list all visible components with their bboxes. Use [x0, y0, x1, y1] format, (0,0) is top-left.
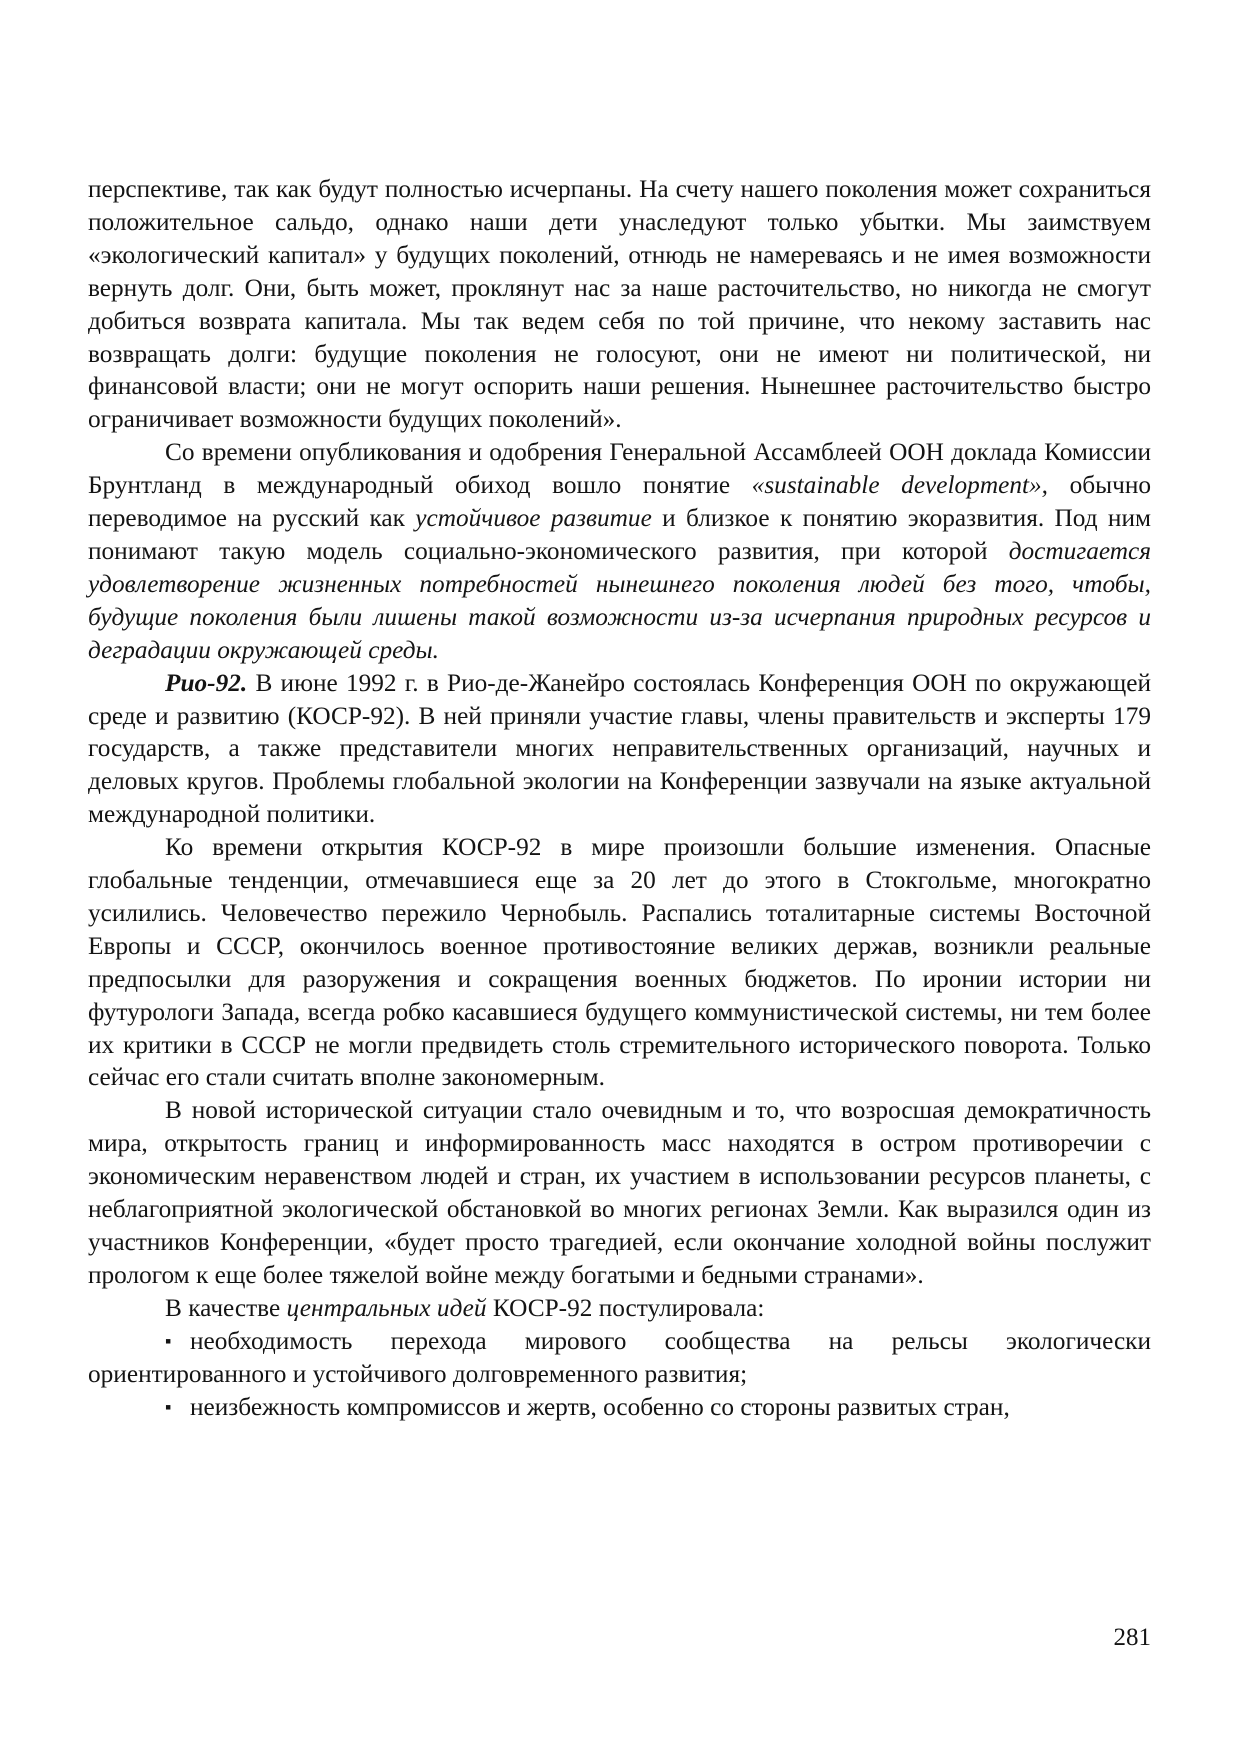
- italic-definition: достигается удовлетворение жизненных потребностей нынешнего поколения людей без того, чтобы, будущие поколения были лишены такой возможности из-за исчерпания природных ресурсов и деградации окружающей среды.: [88, 536, 1151, 664]
- italic-term: устойчивое развитие: [415, 504, 652, 533]
- text-run: и близкое к понятию экоразвития. Под ним понимают такую модель социально-экономического развития, при которой: [88, 504, 1151, 565]
- list-item: [88, 1325, 1151, 1391]
- paragraph: [88, 667, 1151, 832]
- paragraph: [88, 1292, 1151, 1325]
- italic-term: центральных идей: [286, 1293, 487, 1322]
- text-run: Со времени опубликования и одобрения Генеральной Ассамблеей ООН доклада Комиссии Брунтланд в международный обиход вошло понятие: [88, 438, 1151, 500]
- list-item-text: неизбежность компромиссов и жертв, особенно со стороны развитых стран,: [190, 1392, 1010, 1421]
- paragraph: Ко времени открытия КОСР-92 в мире произошли большие изменения. Опасные глобальные тенденции, отмечавшиеся еще за 20 лет до этого в Стокгольме, многократно усилились. Человечество пережило Чернобыль. Распались тоталитарные системы Восточной Европы и СССР, окончилось военное противостояние великих держав, возникли реальные предпосылки для разоружения и сокращения военных бюджетов. По иронии истории ни футурологи Запада, всегда робко касавшиеся будущего коммунистической системы, ни тем более их критики в СССР не могли предвидеть столь стремительного исторического поворота. Только сейчас его стали считать вполне закономерным.: [88, 833, 1151, 1092]
- text-run: обычно переводимое на русский как: [88, 471, 1152, 533]
- section-lead: Рио-92.: [165, 668, 248, 697]
- paragraph: [88, 436, 1151, 666]
- bullet-icon: ▪: [165, 1396, 172, 1417]
- text-run: В качестве: [165, 1293, 287, 1322]
- text-run: В июне 1992 г. в Рио-де-Жанейро состоялась Конференция ООН по окружающей среде и развитию (КОСР-92). В ней приняли участие главы, члены правительств и эксперты 179 государств, а также представители многих неправительственных организаций, научных и деловых кругов. Проблемы глобальной экологии на Конференции зазвучали на языке актуальной международной политики.: [88, 668, 1151, 829]
- text-run: КОСР-92 постулировала:: [486, 1293, 765, 1322]
- paragraph: В новой исторической ситуации стало очевидным и то, что возросшая демократичность мира, открытость границ и информированность масс находятся в остром противоречии с экономическим неравенством людей и стран, их участием в использовании ресурсов планеты, с неблагоприятной экологической обстановкой во многих регионах Земли. Как выразился один из участников Конференции, «будет просто трагедией, если окончание холодной войны послужит прологом к еще более тяжелой войне между богатыми и бедными странами».: [88, 1096, 1151, 1289]
- page-number: 281: [1113, 1624, 1151, 1651]
- list-item: [88, 1391, 1151, 1424]
- paragraph: перспективе, так как будут полностью исчерпаны. На счету нашего поколения может сохраниться положительное сальдо, однако наши дети унаследуют только убытки. Мы заимствуем «экологический капитал» у будущих поколений, отнюдь не намереваясь и не имея возможности вернуть долг. Они, быть может, проклянут нас за наше расточительство, но никогда не смогут добиться возврата капитала. Мы так ведем себя по той причине, что некому заставить нас возвращать долги: будущие поколения не голосуют, они не имеют ни политической, ни финансовой власти; они не могут оспорить наши решения. Нынешнее расточительство быстро ограничивает возможности будущих поколений».: [88, 175, 1151, 434]
- bullet-icon: ▪: [165, 1330, 172, 1351]
- list-item-text: необходимость перехода мирового сообщества на рельсы экологически ориентированного и устойчивого долговременного развития;: [88, 1326, 1151, 1388]
- page-body: [88, 173, 1151, 1423]
- italic-term: «sustainable development»,: [751, 471, 1048, 500]
